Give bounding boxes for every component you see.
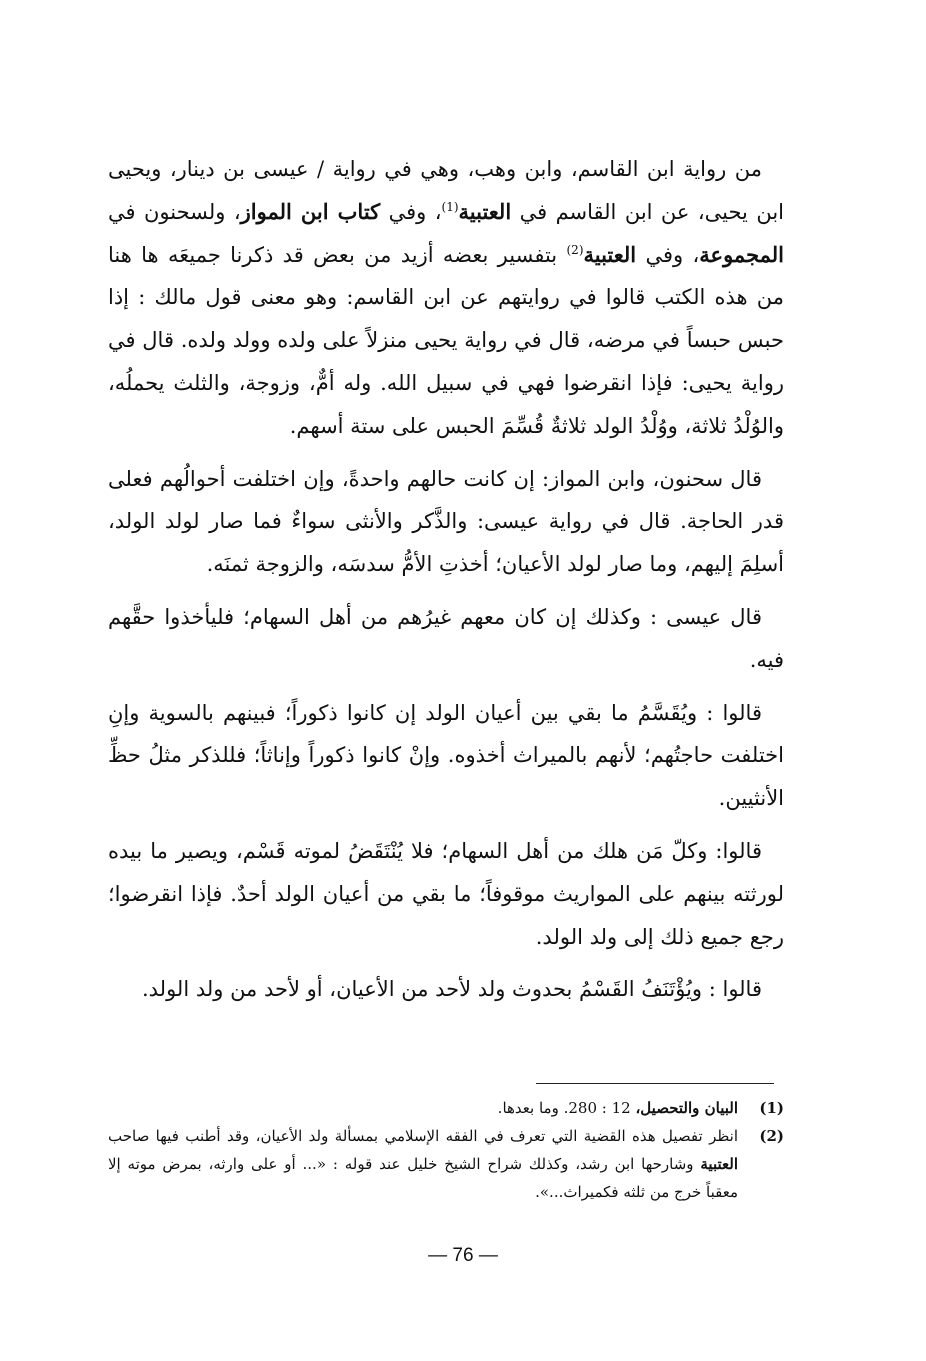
text-run: قالوا: وكلّ مَن هلك من أهل السهام؛ فلا يُنْتَقَضُ لموته قَسْم، ويصير ما بيده لورثته بينهم على المواريث موقوفاً؛ ما بقي من أعيان الولد أحدٌ. فإذا انقرضوا؛ رجع جميع ذلك إلى ولد الولد. xyxy=(108,838,784,949)
text-run: قال عيسى : وكذلك إن كان معهم غيرُهم من أهل السهام؛ فليأخذوا حقَّهم فيه. xyxy=(108,604,784,672)
footnote-separator xyxy=(536,1083,774,1084)
text-run: 12 : 280. وما بعدها. xyxy=(497,1099,636,1117)
text-run: بتفسير بعضه أزيد من بعض قد ذكرنا جميعَه ها هنا من هذه الكتب قالوا في روايتهم عن ابن القاسم: وهو معنى قول مالك : إذا حبس حبساً في مرضه، قال في رواية يحيى منزلاً على ولده وولد ولده. قال في رواية يحيى: فإذا انقرضوا فهي في سبيل الله. وله أمٌّ، وزوجة، والثلث يحملُه، والوُلْدُ ثلاثة، ووُلْدُ الولد ثلاثةٌ قُسِّمَ الحبس على ستة أسهم. xyxy=(108,242,784,438)
footnote-text xyxy=(108,1094,738,1122)
bold-title-text: العتبية xyxy=(458,198,512,224)
paragraph xyxy=(108,968,784,1011)
text-run: وشارحها ابن رشد، وكذلك شراح الشيخ خليل عند قوله : «... أو على وارثه، بمرض موته إلا معقباً خرج من ثلثه فكميراث...». xyxy=(108,1155,738,1201)
text-run: ، ولسحنون في xyxy=(108,199,241,224)
paragraph xyxy=(108,458,784,586)
page-number: — 76 — xyxy=(428,1245,498,1266)
footnote-item xyxy=(108,1094,784,1122)
paragraph xyxy=(108,830,784,958)
footnotes-section xyxy=(108,1094,784,1206)
paragraph xyxy=(108,596,784,682)
footnote-reference: (1) xyxy=(441,199,459,214)
footnote-text xyxy=(108,1122,738,1206)
footnote-item xyxy=(108,1122,784,1206)
bold-title-text: العتبية xyxy=(700,1155,738,1173)
text-run: قالوا : ويُؤْتَنَفُ القَسْمُ بحدوث ولد لأحد من الأعيان، أو لأحد من ولد الولد. xyxy=(141,977,762,1002)
bold-title-text: المجموعة xyxy=(699,241,785,267)
footnote-number: (2) xyxy=(759,1127,784,1145)
bold-title-text: البيان والتحصيل، xyxy=(635,1099,738,1117)
text-run: من رواية ابن القاسم، وابن وهب، وهي في رواية / عيسى بن دينار، ويحيى ابن يحيى، عن ابن القاسم في xyxy=(108,157,785,224)
bold-title-text: العتبية xyxy=(583,241,637,267)
main-text-body xyxy=(108,148,784,1021)
text-run: قال سحنون، وابن المواز: إن كانت حالهم واحدةً، وإن اختلفت أحوالُهم فعلى قدر الحاجة. قال في رواية عيسى: والذَّكر والأنثى سواءٌ فما صار لولد الولد، أسلِمَ إليهم، وما صار لولد الأعيان؛ أخذتِ الأمُّ سدسَه، والزوجة ثمنَه. xyxy=(108,466,784,577)
paragraph xyxy=(108,148,784,448)
footnote-number: (1) xyxy=(759,1099,784,1117)
text-run: ، وفي xyxy=(380,199,442,224)
text-run: انظر تفصيل هذه القضية التي تعرف في الفقه الإسلامي بمسألة ولد الأعيان، وقد أطنب فيها صاحب xyxy=(108,1127,738,1145)
footnote-reference: (2) xyxy=(566,242,584,257)
bold-title-text: كتاب ابن المواز xyxy=(240,198,381,224)
paragraph xyxy=(108,692,784,820)
text-run: قالوا : ويُقَسَّمُ ما بقي بين أعيان الولد إن كانوا ذكوراً؛ فبينهم بالسوية وإنِ اختلفت حاجتُهم؛ لأنهم بالميراث أخذوه. وإنْ كانوا ذكوراً وإناثاً؛ فللذكر مثلُ حظِّ الأنثيين. xyxy=(108,700,784,811)
text-run: ، وفي xyxy=(636,242,700,267)
